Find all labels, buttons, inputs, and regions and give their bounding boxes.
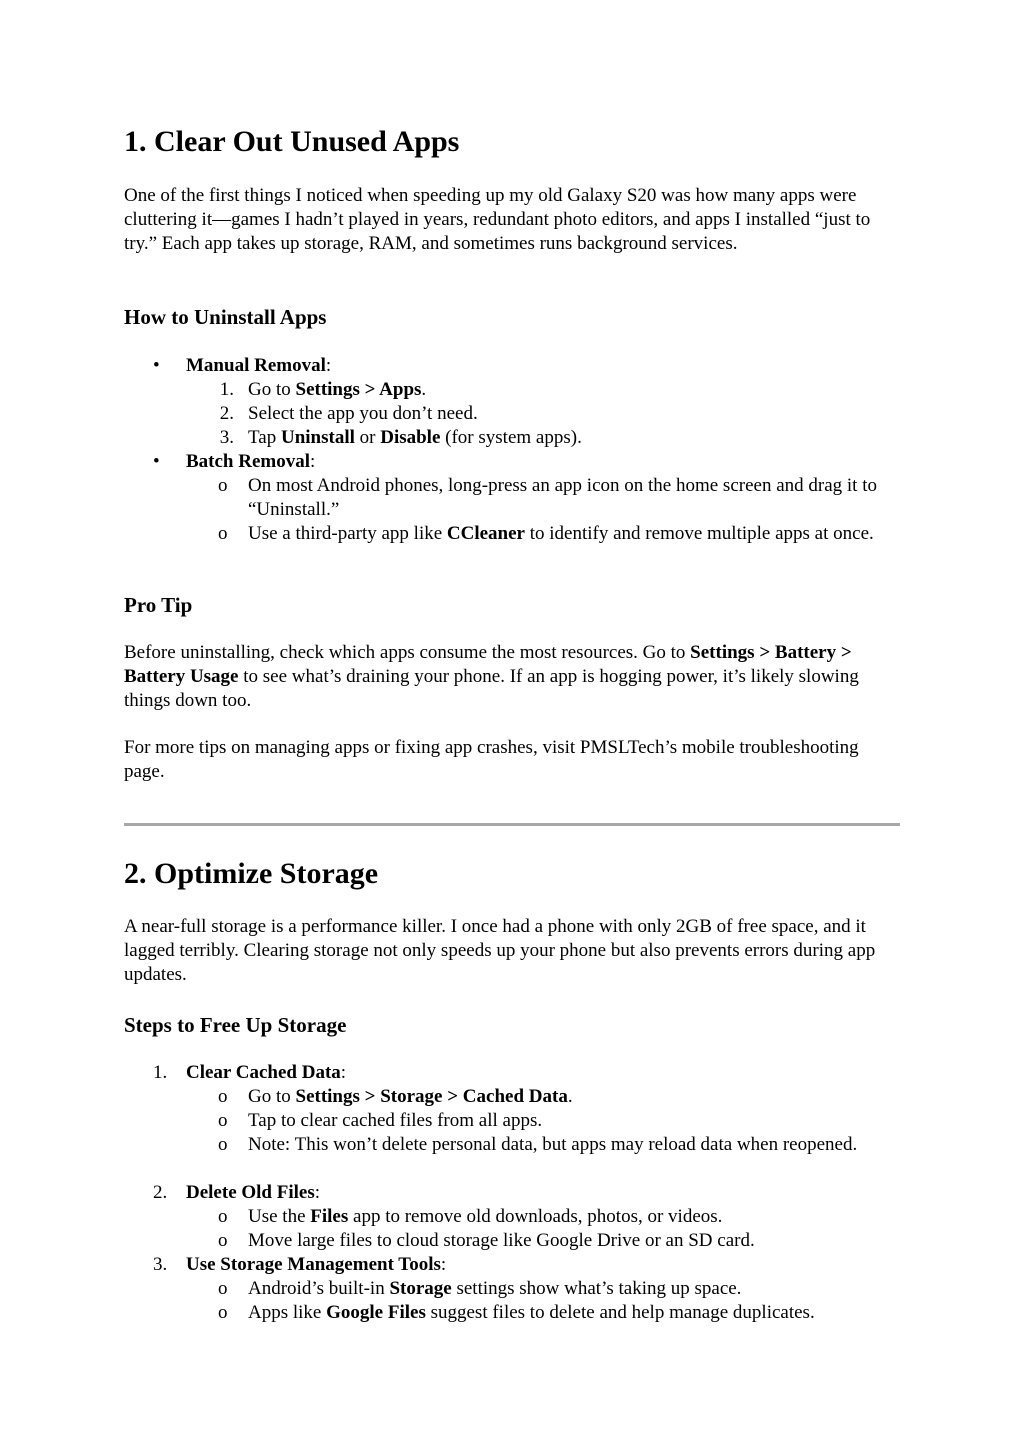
list-item: 1. Go to Settings > Apps.	[219, 379, 427, 400]
uninstall-list	[124, 354, 900, 570]
storage-intro-paragraph: A near-full storage is a performance killer. I once had a phone with only 2GB of free space, and it lagged terribly. Clearing storage not only speeds up your phone but also prevents errors during app updates.	[124, 916, 876, 985]
item-label: Use Storage Management Tools	[186, 1254, 441, 1275]
list-item: • Manual Removal:	[153, 355, 332, 376]
item-label: Manual Removal	[186, 355, 326, 376]
section-divider	[124, 823, 900, 826]
list-item: 3. Use Storage Management Tools:	[153, 1254, 447, 1275]
bullet-marker: •	[153, 451, 160, 472]
list-item: o Android’s built-in Storage settings show what’s taking up space.	[218, 1278, 742, 1299]
bullet-marker: •	[153, 355, 160, 376]
list-item: o Use the Files app to remove old downloads, photos, or videos.	[218, 1206, 723, 1227]
more-tips-paragraph: For more tips on managing apps or fixing app crashes, visit PMSLTech’s mobile troubleshooting page.	[124, 737, 859, 782]
list-item: o Go to Settings > Storage > Cached Data.	[218, 1086, 573, 1107]
list-item: 2. Select the app you don’t need.	[219, 403, 478, 424]
list-item: • Batch Removal:	[153, 451, 316, 472]
pro-tip-paragraph: Before uninstalling, check which apps consume the most resources. Go to Settings > Battery > Battery Usage to see what’s draining your phone. If an app is hogging power, it’s likely slowing things down too.	[124, 642, 859, 711]
list-item: o Move large files to cloud storage like Google Drive or an SD card.	[218, 1230, 755, 1251]
section-heading-clear-apps: 1. Clear Out Unused Apps	[124, 125, 460, 158]
intro-paragraph: One of the first things I noticed when speeding up my old Galaxy S20 was how many apps were cluttering it—games I hadn’t played in years, redundant photo editors, and apps I installed “just to try.” Each app takes up storage, RAM, and sometimes runs background services.	[124, 185, 871, 254]
item-label: Batch Removal	[186, 451, 311, 472]
storage-steps-list	[124, 1061, 900, 1325]
item-label: Clear Cached Data	[186, 1062, 341, 1083]
list-item: 1. Clear Cached Data:	[153, 1062, 347, 1083]
subheading-uninstall: How to Uninstall Apps	[124, 305, 327, 329]
subheading-pro-tip: Pro Tip	[124, 593, 193, 617]
list-item: 3. Tap Uninstall or Disable (for system apps).	[219, 427, 582, 448]
subheading-free-storage: Steps to Free Up Storage	[124, 1013, 347, 1037]
list-item: o Apps like Google Files suggest files to delete and help manage duplicates.	[218, 1302, 815, 1323]
list-item: o Note: This won’t delete personal data, but apps may reload data when reopened.	[218, 1134, 858, 1155]
item-label: Delete Old Files	[186, 1182, 315, 1203]
list-item: o On most Android phones, long-press an app icon on the home screen and drag it to “Uninstall.”	[218, 475, 877, 520]
section-heading-optimize-storage: 2. Optimize Storage	[124, 857, 379, 890]
list-item: 2. Delete Old Files:	[153, 1182, 321, 1203]
list-item: o Use a third-party app like CCleaner to identify and remove multiple apps at once.	[218, 523, 874, 544]
list-item: o Tap to clear cached files from all apps.	[218, 1110, 543, 1131]
